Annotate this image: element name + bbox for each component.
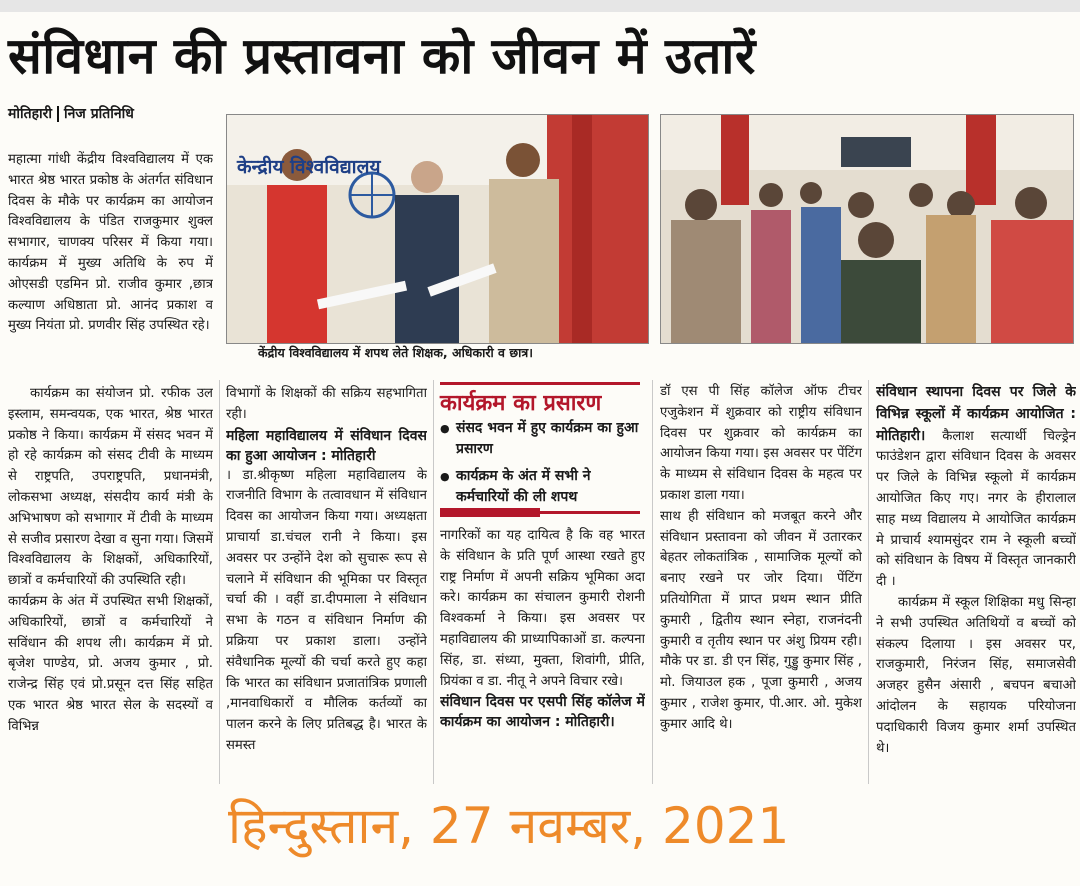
highlight-box-title: कार्यक्रम का प्रसारण — [440, 382, 640, 417]
column-rule — [433, 380, 434, 784]
col1-para2: कार्यक्रम का संयोजन प्रो. रफीक उल इस्लाम, समन्वयक, एक भारत, श्रेष्ठ भारत प्रकोष्ठ ने किया। कार्यक्रम में संसद भवन में हो रहे कार्यक्रम को संसद टीवी के माध्यम से राष्ट्रपति, उपराष्ट्रपति, प्रधानमंत्री, लोकसभा अध्यक्ष, संसदीय कार्य मंत्री के अभिभाषण को सभागार में टीवी के माध्यम से सजीव प्रसारण देखा व सुना गया। जिसमें विश्वविद्यालय के शिक्षकों, अधिकारियों, छात्रों व कर्मचारियों की उपस्थिति रही। — [8, 386, 213, 589]
highlight-rule — [440, 508, 640, 517]
column-rule — [219, 380, 220, 784]
col2-continuation: विभागों के शिक्षकों की सक्रिय सहभागिता रही। — [226, 386, 427, 422]
column-1-intro — [8, 150, 213, 380]
photo-left — [226, 114, 649, 344]
byline-source: निज प्रतिनिधि — [64, 106, 134, 122]
headline: संविधान की प्रस्तावना को जीवन में उतारें — [8, 27, 756, 85]
photo-right — [660, 114, 1074, 344]
highlight-box-list — [440, 418, 640, 514]
column-4 — [660, 382, 862, 784]
col2-subheading: महिला महाविद्यालय में संविधान दिवस का हुआ आयोजन : मोतिहारी — [226, 427, 427, 464]
byline-separator — [57, 106, 59, 122]
col4-para1: डॉ एस पी सिंह कॉलेज ऑफ टीचर एजुकेशन में शुक्रवार को राष्ट्रीय संविधान दिवस पर शुक्रवार को कार्यक्रम का आयोजन किया गया। इस अवसर पर पेंटिंग के माध्यम से संविधान दिवस के महत्व पर प्रकाश डाला गया। — [660, 384, 862, 503]
column-2 — [226, 384, 427, 784]
byline-place: मोतिहारी — [8, 106, 53, 122]
col5-body: कैलाश सत्यार्थी चिल्ड्रेन फाउंडेशन द्वारा संविधान दिवस के अवसर पर जिले के विभिन्न स्कूलो में कार्यक्रम आयोजित किए गए। नगर के हीरालाल साह मध्य विद्यालय मे आयोजित कार्यक्रम मे प्राचार्य श्यामसुंदर राम ने स्कूली बच्चों को संविधान के विषय में विस्तृत जानकारी दी । — [876, 428, 1076, 590]
column-rule — [868, 380, 869, 784]
source-date-footer: हिन्दुस्तान, 27 नवम्बर, 2021 — [228, 797, 790, 855]
column-1-body — [8, 384, 213, 784]
col2-body: । डा.श्रीकृष्ण महिला महाविद्यालय के राजनीति विभाग के तत्वावधान में संविधान दिवस का आयोजन किया गया। अध्यक्षता प्राचार्या डा.चंचल रानी ने किया। इस अवसर पर उन्होंने देश को सुचारू रूप से चलाने में संविधान की भूमिका पर विस्तृत चर्चा की । वहीं डा.दीपमाला ने संविधान सभा के गठन व संविधान निर्माण की प्रक्रिया पर प्रकाश डाला। उन्होंने संवैधानिक मूल्यों की चर्चा करते हुए कहा कि भारत का संविधान प्रजातांत्रिक प्रणाली ,मानवाधिकारों व मौलिक कर्तव्यों का पालन करने के लिए प्रतिबद्ध है। भारत के समस्त — [226, 467, 427, 753]
col5-subheading: संविधान स्थापना दिवस पर जिले के विभिन्न स्कूलों में कार्यक्रम आयोजित : मोतिहारी। — [876, 384, 1076, 444]
highlight-item: ● संसद भवन में हुए कार्यक्रम का हुआ प्रसारण — [440, 418, 640, 460]
col5-para2: कार्यक्रम में स्कूल शिक्षिका मधु सिन्हा ने सभी उपस्थित अतिथियों व बच्चों को संकल्प दिलाया । इस अवसर पर, राजकुमारी, निरंजन सिंह, समाजसेवी अजहर हुसैन अंसारी , बचपन बचाओ आंदोलन के सहायक परियोजना पदाधिकारी विजय कुमार शर्मा उपस्थित थे। — [876, 594, 1076, 756]
col1-para3: कार्यक्रम के अंत में उपस्थित सभी शिक्षकों, अधिकारियों, छात्रों व कर्मचारियों ने सविंधान की शपथ ली। कार्यक्रम में प्रो. बृजेश पाण्डेय, प्रो. अजय कुमार , प्रो. राजेन्द्र सिंह एवं प्रो.प्रसून दत्त सिंह सहित एक भारत श्रेष्ठ भारत सेल के सदस्यों व विभिन्न — [8, 593, 213, 734]
highlight-item: ● कार्यक्रम के अंत में सभी ने कर्मचारियों की ली शपथ — [440, 466, 640, 508]
top-strip — [0, 0, 1080, 12]
photo-left-illustration — [227, 115, 648, 343]
byline — [8, 104, 134, 123]
photo-banner-text: केन्द्रीय विश्वविद्यालय — [237, 156, 381, 178]
column-3 — [440, 526, 645, 784]
photo-caption: केंद्रीय विश्वविद्यालय में शपथ लेते शिक्षक, अधिकारी व छात्र। — [258, 345, 533, 360]
col4-para2: साथ ही संविधान को मजबूत करने और संविधान प्रस्तावना को जीवन में उतारकर बेहतर लोकतांत्रिक , सामाजिक मूल्यों को बनाए रखने पर जोर दिया। पेंटिंग प्रतियोगिता में प्राप्त प्रथम स्थान प्रीति कुमारी , द्वितीय स्थान स्नेहा, राजनंदनी कुमारी व तृतीय स्थान पर अंशु प्रियम रही। मौके पर डा. डी एन सिंह, गुड्डु कुमार सिंह , मो. जियाउल हक , पूजा कुमारी , अजय कुमार , राजेश कुमार, पी.आर. ओ. मुकेश कुमार आदि थे। — [660, 508, 862, 732]
column-rule — [652, 380, 653, 784]
column-5 — [876, 382, 1076, 784]
col1-intro-text: महात्मा गांधी केंद्रीय विश्वविद्यालय में एक भारत श्रेष्ठ भारत प्रकोष्ठ के अंतर्गत संविधान दिवस के मौके पर कार्यक्रम का आयोजन विश्वविद्यालय के पंडित राजकुमार शुक्ल सभागार, चाणक्य परिसर में किया गया। कार्यक्रम में मुख्य अतिथि के रुप में ओएसडी एडमिन प्रो. राजीव कुमार ,छात्र कल्याण अधिष्ठाता प्रो. आनंद प्रकाश व मुख्य नियंता प्रो. प्रणवीर सिंह उपस्थित रहे। — [8, 152, 213, 334]
photo-right-illustration — [661, 115, 1073, 343]
col3-subheading: संविधान दिवस पर एसपी सिंह कॉलेज में कार्यक्रम का आयोजन : मोतिहारी। — [440, 694, 645, 731]
col3-body: नागरिकों का यह दायित्व है कि वह भारत के संविधान के प्रति पूर्ण आस्था रखते हुए राष्ट्र निर्माण में अपनी सक्रिय भूमिका अदा करे। कार्यक्रम का संचालन कुमारी रोशनी विश्वकर्मा ने किया। इस अवसर पर महाविद्यालय की प्राध्यापिकाओं डा. कल्पना सिंह, डा. संध्या, मुक्ता, शिवांगी, प्रीति, प्रियंका व डा. नीतू ने अपने विचार रखे। — [440, 528, 645, 689]
